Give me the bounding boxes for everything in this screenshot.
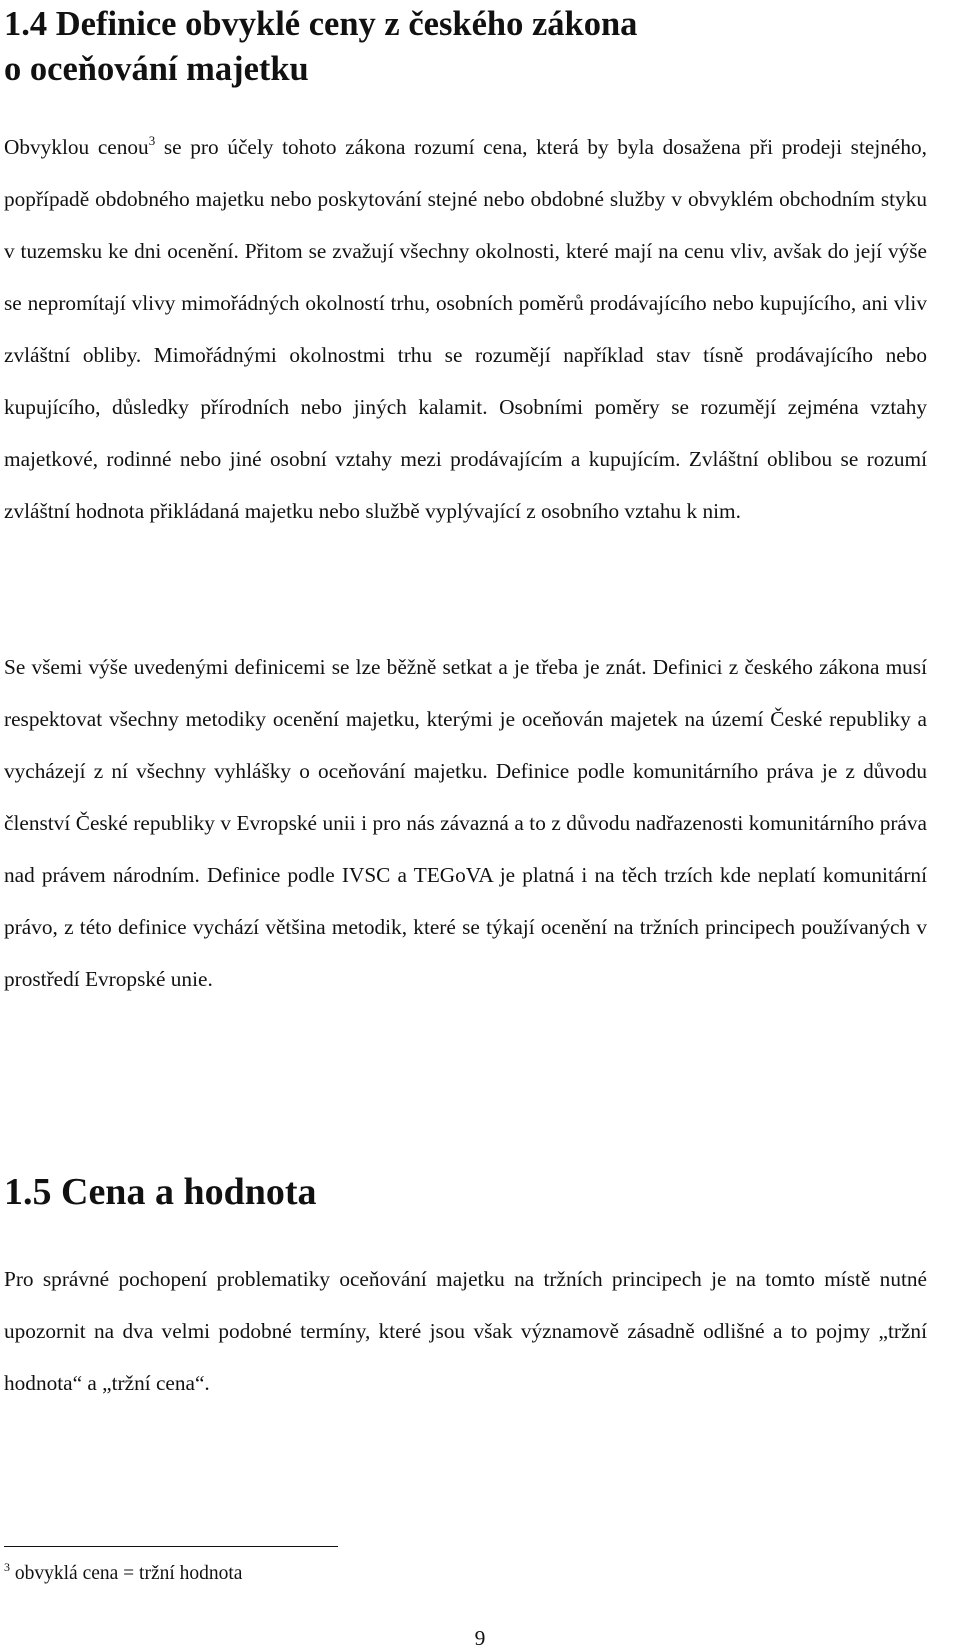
paragraph-start: Obvyklou cenou [4, 135, 149, 159]
footnote-marker: 3 [4, 1560, 10, 1574]
paragraph-price-value: Pro správné pochopení problematiky oceňování majetku na tržních principech je na tomto místě nutné upozornit na dva velmi podobné termíny, které jsou však významově zásadně odlišné a to pojmy „tržní hodnota“ a „tržní cena“. [4, 1267, 927, 1395]
paragraph-rest: se pro účely tohoto zákona rozumí cena, která by byla dosažena při prodeji stejného, popřípadě obdobného majetku nebo poskytování stejné nebo obdobné služby v obvyklém obchodním styku v tuzemsku ke dni ocenění. Přitom se zvažují všechny okolnosti, které mají na cenu vliv, avšak do její výše se nepromítají vlivy mimořádných okolností trhu, osobních poměrů prodávajícího nebo kupujícího, ani vliv zvláštní obliby. Mimořádnými okolnostmi trhu se rozumějí například stav tísně prodávajícího nebo kupujícího, důsledky přírodních nebo jiných kalamit. Osobními poměry se rozumějí zejména vztahy majetkové, rodinné nebo jiné osobní vztahy mezi prodávajícím a kupujícím. Zvláštní oblibou se rozumí zvláštní hodnota přikládaná majetku nebo službě vyplývající z osobního vztahu k nim. [4, 135, 927, 523]
footnote-text: obvyklá cena = tržní hodnota [10, 1563, 243, 1584]
section-heading-1-4 [4, 2, 944, 92]
heading-line-2: o oceňování majetku [4, 50, 309, 88]
footnote-divider [4, 1546, 338, 1547]
paragraph-definition [4, 121, 927, 537]
footnote-reference[interactable]: 3 [148, 133, 156, 148]
section-heading-1-5: 1.5 Cena a hodnota [4, 1171, 317, 1213]
page-number: 9 [474, 1626, 486, 1650]
footnote [4, 1561, 242, 1587]
paragraph-definitions-overview: Se všemi výše uvedenými definicemi se lze běžně setkat a je třeba je znát. Definici z českého zákona musí respektovat všechny metodiky ocenění majetku, kterými je oceňován majetek na území České republiky a vycházejí z ní všechny vyhlášky o oceňování majetku. Definice podle komunitárního práva je z důvodu členství České republiky v Evropské unii i pro nás závazná a to z důvodu nadřazenosti komunitárního práva nad právem národním. Definice podle IVSC a TEGoVA je platná i na těch trzích kde neplatí komunitární právo, z této definice vychází většina metodik, které se týkají ocenění na tržních principech používaných v prostředí Evropské unie. [4, 655, 927, 991]
heading-line-1: 1.4 Definice obvyklé ceny z českého zákona [4, 5, 638, 43]
